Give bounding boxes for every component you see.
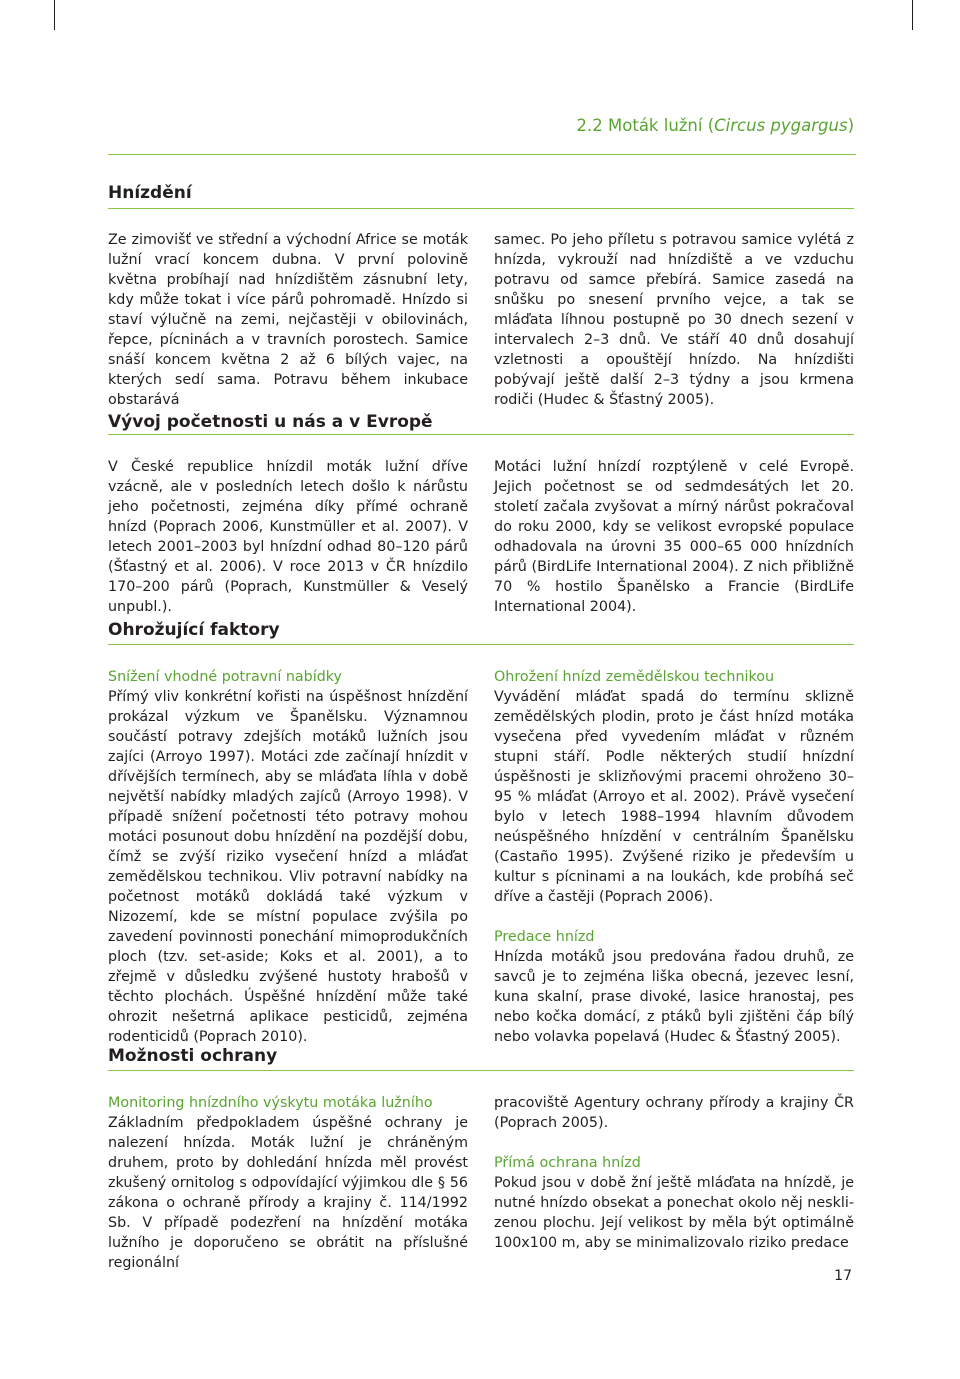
paragraph: Přímý vliv konkrétní kořisti na úspěšnost hnízdění prokázal výzkum ve Španělsku. Významnou součástí potravy zdejších motáků lužních jsou zajíci (Arroyo 1997). Motáci zde začínají hnízdit v dřívějších termínech, aby se mláďata líhla v době největší nabídky mladých zajíců (Arroyo 1998). V případě snížení početnosti této potravy mohou motáci posunout dobu hnízdění na pozdější dobu, čímž se zvýší riziko vysečení hnízd a mláďat zemědělskou technikou. Vliv potravní nabídky na početnost motáků dokládá také výzkum v Nizozemí, kde se místní populace zvýšila po zavedení povinnosti ponechání mimoprodukčních ploch (tzv. set-aside; Koks et al. 2001), a to zřejmě v důsledku zvýšené hustoty hrabošů v těchto plochách. Úspěšné hnízdění může také ohrozit nešetrná aplikace pesticidů, zejména rodenticidů (Poprach 2010). [108, 689, 468, 1045]
section-title-trend: Vývoj početnosti u nás a v Evropě [108, 412, 433, 432]
subheading-direct-protection: Přímá ochrana hnízd [494, 1155, 641, 1171]
page-number: 17 [834, 1268, 852, 1284]
crop-mark [912, 0, 913, 30]
running-header: 2.2 Moták lužní (Circus pygargus) [576, 116, 854, 135]
section-title-protection: Možnosti ochrany [108, 1046, 278, 1066]
paragraph: V České republice hnízdil moták lužní dříve vzácně, ale v posledních letech došlo k nárůstu jeho početnosti, zejména díky přímé ochraně hnízd (Poprach 2006, Kunstmüller et al. 2007). V letech 2001–2003 byl hnízdní odhad 80–120 párů (Šťastný et al. 2006). V roce 2013 v ČR hnízdilo 170–200 párů (Poprach, Kunstmüller & Veselý unpubl.). [108, 459, 468, 615]
section-rule [108, 644, 854, 645]
paragraph: Ze zimovišť ve střední a východní Africe se moták lužní vrací koncem dubna. V první polovině května probíhají nad hnízdištěm zásnubní lety, kdy může tokat i více párů pohromadě. Hnízdo si staví výlučně na zemi, nejčastěji v obilovinách, řepce, pícninách a v travních porostech. Samice snáší koncem května 2 až 6 bílých vajec, na kterých sedí sama. Potravu během inkubace obstarává [108, 232, 468, 408]
paragraph: Základním předpokladem úspěšné ochrany je nalezení hnízda. Moták lužní je chráněným druhem, proto by dohledání hnízda měl provést zkušený ornitolog s odpovídající výjimkou dle § 56 zákona o ochraně přírody a krajiny č. 114/1992 Sb. V případě podezření na hnízdění motáka lužního je doporučeno se obrátit na příslušné regionální [108, 1115, 468, 1271]
protection-right-column [494, 1093, 854, 1253]
nesting-right-column [494, 230, 854, 410]
crop-mark [54, 0, 55, 30]
subheading-predation: Predace hnízd [494, 929, 595, 945]
protection-left-column [108, 1093, 468, 1273]
trend-left-column [108, 457, 468, 617]
threats-left-column [108, 667, 468, 1047]
subheading-food-supply: Snížení vhodné potravní nabídky [108, 669, 343, 685]
trend-right-column [494, 457, 854, 617]
section-rule [108, 434, 854, 435]
paragraph: Pokud jsou v době žní ještě mláďata na hnízdě, je nutné hnízdo obsekat a ponechat okolo něj nesklizenou plochu. Její velikost by měla být optimálně 100x100 m, aby se minimalizovalo riziko predace [494, 1175, 854, 1251]
subheading-machinery: Ohrožení hnízd zemědělskou technikou [494, 669, 775, 685]
paragraph: Motáci lužní hnízdí rozptýleně v celé Evropě. Jejich početnost se od sedmdesátých let 20. století začala zvyšovat a mírný nárůst pokračoval do roku 2000, kdy se velikost evropské populace odhadovala na úrovni 35 000–65 000 hnízdních párů (BirdLife International 2004). Z nich přibližně 70 % hostilo Španělsko a Francie (BirdLife International 2004). [494, 459, 854, 615]
paragraph: samec. Po jeho příletu s potravou samice vylétá z hnízda, vykrouží nad hnízdiště a ve vzduchu potravu od samce přebírá. Samice zasedá na snůšku po snesení prvního vejce, a tak se mláďata líhnou postupně po 30 dnech sezení v intervalech 2–3 dnů. Ve stáří 40 dnů dosahují vzletnosti a opouštějí hnízdo. Na hnízdišti pobývají ještě další 2–3 týdny a jsou krmena rodiči (Hudec & Šťastný 2005). [494, 232, 854, 408]
subheading-monitoring: Monitoring hnízdního výskytu motáka lužního [108, 1095, 433, 1111]
section-title-threats: Ohrožující faktory [108, 620, 280, 640]
section-rule [108, 1070, 854, 1071]
nesting-left-column [108, 230, 468, 410]
paragraph: Hnízda motáků jsou predována řadou druhů, ze savců je to zejména liška obecná, jezevec lesní, kuna skalní, prase divoké, lasice hranostaj, pes nebo kočka domácí, z ptáků byli zjištěni čáp bílý nebo volavka popelavá (Hudec & Šťastný 2005). [494, 949, 854, 1045]
header-rule [108, 154, 856, 155]
section-rule [108, 208, 854, 209]
section-title-nesting: Hnízdění [108, 183, 192, 203]
paragraph: pracoviště Agentury ochrany přírody a krajiny ČR (Poprach 2005). [494, 1095, 854, 1131]
threats-right-column [494, 667, 854, 1047]
paragraph: Vyvádění mláďat spadá do termínu sklizně zemědělských plodin, proto je část hnízd motáka vysečena před vyvedením mláďat v různém stupni stáří. Podle některých studií hnízdní úspěšnosti je sklizňovými pracemi ohroženo 30–95 % mláďat (Arroyo et al. 2002). Právě vysečení bylo v letech 1988–1994 hlavním důvodem neúspěšného hnízdění v centrálním Španělsku (Castaño 1995). Zvýšené riziko je především u kultur s pícninami a na loukách, kde probíhá seč dříve a častěji (Poprach 2006). [494, 689, 854, 905]
